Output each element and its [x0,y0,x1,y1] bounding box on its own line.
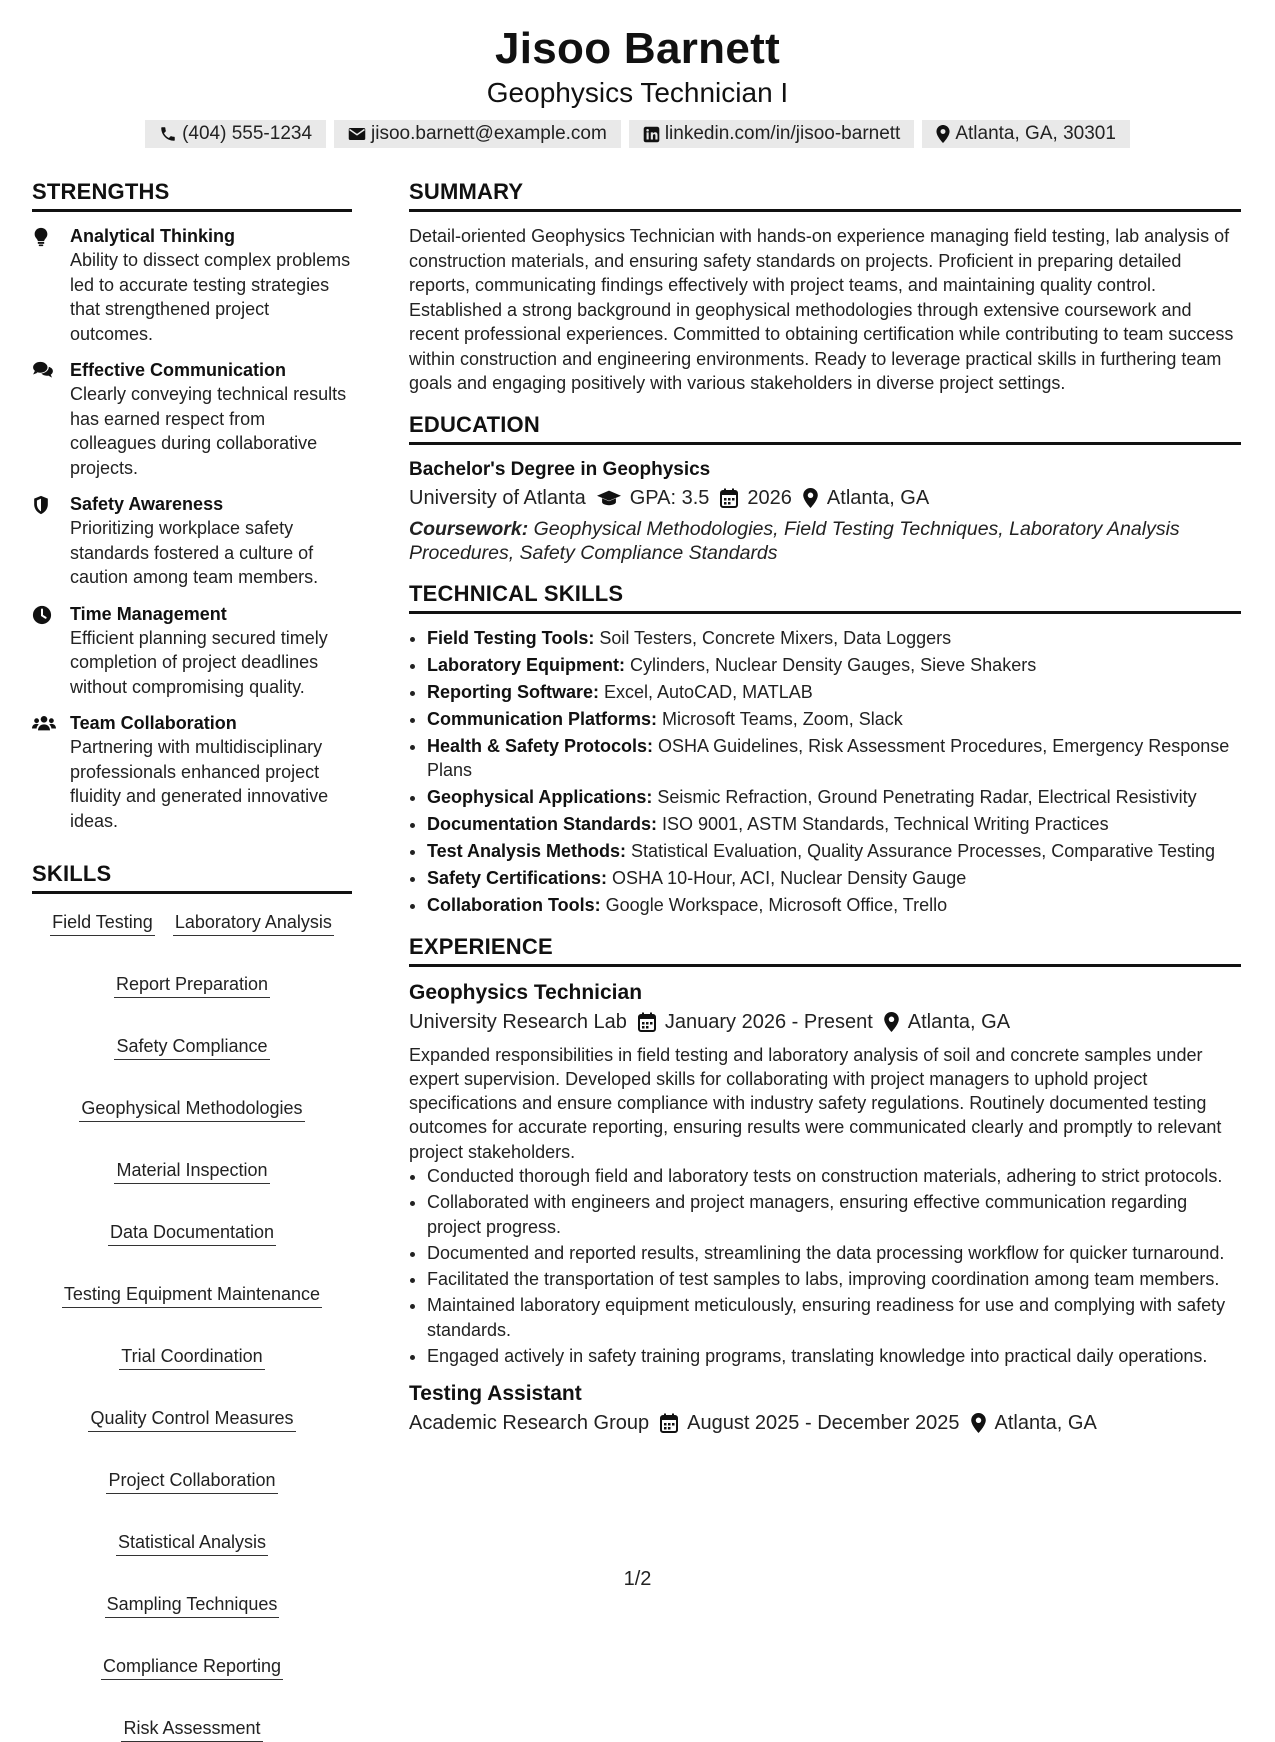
job-meta [409,1408,1241,1438]
candidate-title: Geophysics Technician I [486,77,789,108]
skill-values: OSHA Guidelines, Risk Assessment Procedures, Emergency Response Plans [427,735,1230,780]
strength-item [32,358,352,480]
skill-values: Soil Testers, Concrete Mixers, Data Loggers [594,627,952,648]
skill-tag: Geophysical Methodologies [79,1096,304,1122]
shield-icon [32,495,54,515]
strength-item [32,492,352,590]
contact-phone[interactable] [145,120,326,148]
list-item: • Maintained laboratory equipment meticulously, ensuring readiness for use and complying with safety standards. [427,1293,1241,1342]
list-item [427,893,1241,918]
skill-values: Seismic Refraction, Ground Penetrating Radar, Electrical Resistivity [652,787,1197,807]
users-icon [32,714,54,734]
skill-values: OSHA 10-Hour, ACI, Nuclear Density Gauge [607,868,967,888]
skill-category: Communication Platforms: [427,708,658,729]
coursework [409,517,1241,565]
candidate-name: Jisoo Barnett [494,24,781,73]
skill-tag: Risk Assessment [121,1716,262,1742]
employer-name: Academic Research Group [409,1412,650,1435]
skill-category: Safety Certifications: [427,868,608,888]
strength-title: Effective Communication [70,360,287,380]
job-entry [409,979,1241,1369]
list-item [427,707,1241,732]
technical-skills-heading: TECHNICAL SKILLS [409,579,1241,614]
left-column [32,177,352,1742]
experience-heading: EXPERIENCE [409,932,1241,967]
list-item [427,734,1241,783]
skill-tag: Statistical Analysis [116,1530,268,1556]
skill-tag: Data Documentation [108,1220,276,1246]
skill-tag: Testing Equipment Maintenance [62,1282,322,1308]
calendar-icon [660,1413,678,1433]
skill-category: Field Testing Tools: [427,627,595,648]
strength-desc: Partnering with multidisciplinary professionals enhanced project fluidity and generated innovative ideas. [70,737,329,831]
email-text: jisoo.barnett@example.com [371,123,607,144]
job-location: Atlanta, GA [994,1412,1097,1435]
job-title: Geophysics Technician [409,980,643,1004]
skill-category: Geophysical Applications: [427,787,653,807]
job-bullets [409,1164,1241,1368]
strength-title: Safety Awareness [70,494,224,514]
skill-category: Health & Safety Protocols: [427,735,654,756]
strength-title: Team Collaboration [70,713,237,733]
contact-email[interactable] [334,120,621,148]
education-heading: EDUCATION [409,410,1241,445]
contact-location [922,120,1130,148]
job-dates: January 2026 - Present [664,1010,873,1033]
list-item [427,866,1241,891]
clock-icon [32,605,54,625]
skill-category: Documentation Standards: [427,814,658,834]
contact-linkedin[interactable] [629,120,915,148]
skill-tag: Project Collaboration [106,1468,277,1494]
skill-tag: Trial Coordination [119,1344,264,1370]
graduation-cap-icon [597,489,621,507]
education-meta [409,483,1241,513]
job-entry [409,1380,1241,1438]
map-pin-icon [971,1413,986,1433]
list-item [427,653,1241,678]
list-item: • Collaborated with engineers and project managers, ensuring effective communication regarding project progress. [427,1190,1241,1239]
skill-category: Laboratory Equipment: [427,654,626,675]
skill-tag: Sampling Techniques [105,1592,280,1618]
location-text: Atlanta, GA, 30301 [955,123,1116,144]
list-item [427,839,1241,864]
job-location: Atlanta, GA [907,1010,1011,1033]
page-number: 1/2 [623,1568,652,1590]
strength-desc: Clearly conveying technical results has earned respect from colleagues during collaborative projects. [70,384,347,478]
skill-values: Statistical Evaluation, Quality Assurance Processes, Comparative Testing [626,841,1215,861]
skills-list [32,906,352,1742]
contact-bar [0,120,1275,148]
skill-tag: Laboratory Analysis [173,910,334,936]
right-column [409,177,1241,1438]
coursework-list: Geophysical Methodologies, Field Testing Techniques, Laboratory Analysis Procedures, Safety Compliance Standards [409,517,1180,564]
map-pin-icon [803,488,818,508]
comments-icon [32,361,54,381]
skill-values: Excel, AutoCAD, MATLAB [599,681,813,702]
skill-category: Reporting Software: [427,681,600,702]
job-title: Testing Assistant [409,1382,582,1406]
strength-title: Time Management [70,603,227,624]
resume-header [0,22,1275,148]
technical-skills-list [409,626,1241,918]
map-pin-icon [936,125,950,143]
strength-item [32,711,352,833]
skills-heading: SKILLS [32,859,352,894]
calendar-icon [638,1012,656,1032]
skill-tag: Quality Control Measures [88,1406,295,1432]
skill-category: Test Analysis Methods: [427,841,627,861]
list-item [427,785,1241,810]
skill-values: Microsoft Teams, Zoom, Slack [657,708,903,729]
skill-tag: Compliance Reporting [101,1654,283,1680]
skill-tag: Report Preparation [114,972,270,998]
strength-title: Analytical Thinking [70,226,236,246]
list-item: • Facilitated the transportation of test samples to labs, improving coordination among team members. [427,1267,1241,1291]
school-location: Atlanta, GA [826,486,930,509]
calendar-icon [720,488,738,508]
skill-tag: Safety Compliance [114,1034,269,1060]
skill-values: Google Workspace, Microsoft Office, Trello [600,895,948,915]
skill-values: ISO 9001, ASTM Standards, Technical Writing Practices [657,814,1109,834]
linkedin-text: linkedin.com/in/jisoo-barnett [664,123,901,144]
strengths-heading: STRENGTHS [32,177,352,212]
map-pin-icon [884,1012,899,1032]
list-item: • Documented and reported results, streamlining the data processing workflow for quicker turnaround. [427,1241,1241,1265]
skill-tag: Material Inspection [114,1158,269,1184]
job-dates: August 2025 - December 2025 [687,1412,960,1435]
coursework-label: Coursework: [409,517,529,540]
skill-values: Cylinders, Nuclear Density Gauges, Sieve Shakers [625,654,1037,675]
strength-desc: Efficient planning secured timely completion of project deadlines without compromising quality. [70,627,328,697]
summary-text: Detail-oriented Geophysics Technician with hands-on experience managing field testing, lab analysis of construction materials, and ensuring safety standards on projects. Proficient in preparing detailed reports, communicating findings effectively with project teams, and maintaining quality control. Established a strong background in geophysical methodologies through extensive coursework and recent professional experiences. Committed to obtaining certification while contributing to team success within construction and engineering environments. Ready to leverage practical skills in furthering team goals and engaging positively with various stakeholders in diverse project settings. [409,226,1234,393]
skill-tag: Field Testing [50,910,155,936]
strength-item [32,224,352,346]
list-item [427,680,1241,705]
graduation-year: 2026 [747,486,792,509]
strength-item [32,602,352,700]
envelope-icon [348,126,366,142]
employer-name: University Research Lab [409,1010,627,1033]
school-name: University of Atlanta [409,486,586,509]
gpa-text: GPA: 3.5 [629,486,710,509]
summary-heading: SUMMARY [409,177,1241,212]
degree-title: Bachelor's Degree in Geophysics [409,458,711,480]
phone-icon [159,125,177,143]
job-description: Expanded responsibilities in field testing and laboratory analysis of soil and concrete samples under expert supervision. Developed skills for collaborating with project managers to uphold project specifications and ensure compliance with industry safety regulations. Routinely documented testing outcomes for accurate reporting, ensuring results were communicated clearly and promptly to relevant project stakeholders. [409,1044,1222,1162]
list-item: • Conducted thorough field and laboratory tests on construction materials, adhering to strict protocols. [427,1164,1241,1188]
strength-desc: Prioritizing workplace safety standards fostered a culture of caution among team members. [70,518,319,587]
linkedin-icon [643,126,660,143]
list-item: • Engaged actively in safety training programs, translating knowledge into practical daily operations. [427,1344,1241,1368]
list-item [427,626,1241,651]
lightbulb-icon [32,227,54,247]
list-item [427,812,1241,837]
phone-text: (404) 555-1234 [182,123,313,144]
job-meta [409,1007,1241,1037]
skill-category: Collaboration Tools: [427,895,601,915]
strength-desc: Ability to dissect complex problems led to accurate testing strategies that strengthened project outcomes. [70,250,351,344]
